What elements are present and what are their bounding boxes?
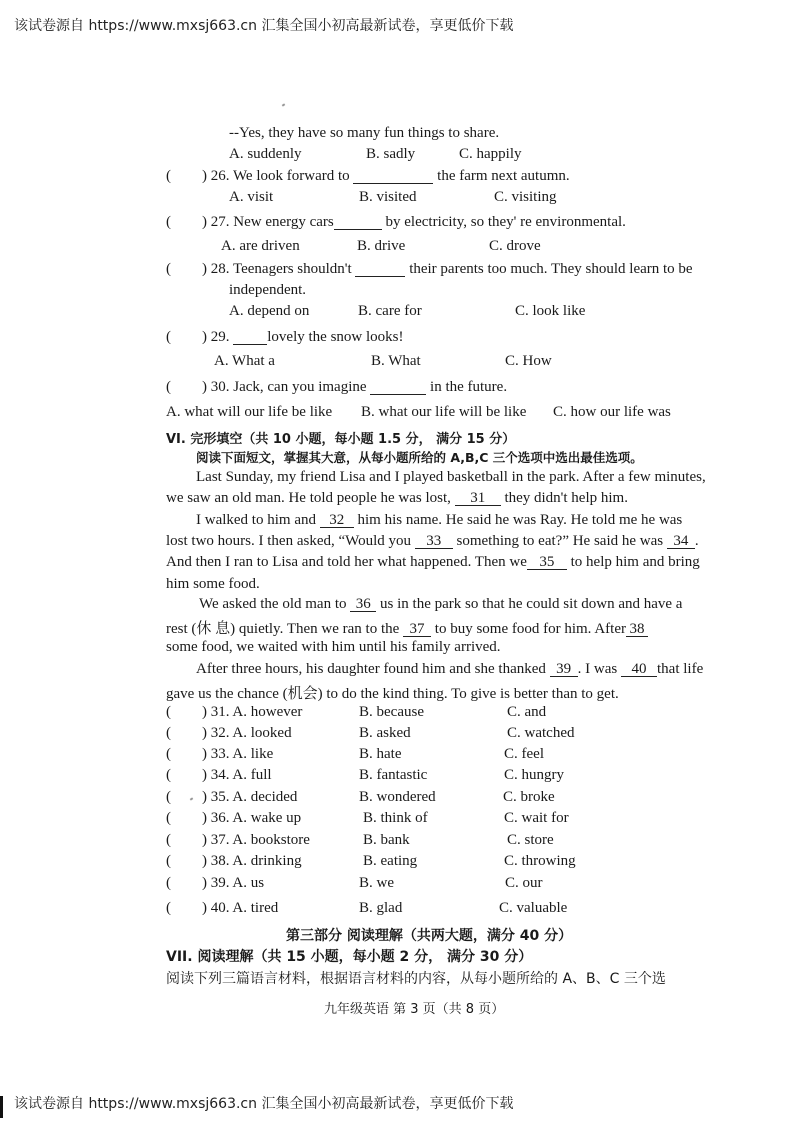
- q30-question: [202, 379, 507, 396]
- passage-text: us in the park so that he could sit down and have a: [380, 596, 683, 612]
- q29-option-b: B. What: [371, 353, 421, 369]
- q26-option-c: C. visiting: [494, 189, 557, 205]
- q27-question: [202, 214, 626, 231]
- cloze-34-paren: (: [166, 767, 171, 783]
- blank-32[interactable]: 32: [320, 513, 354, 528]
- q29-question: [202, 329, 404, 346]
- dialog-line: --Yes, they have so many fun things to share.: [229, 125, 500, 141]
- top-banner: 该试卷源自 https://www.mxsj663.cn 汇集全国小初高最新试卷，享更低价下载: [14, 18, 514, 34]
- q27-option-a: A. are driven: [221, 238, 300, 254]
- cloze-31-option-a: ) 31. A. however: [202, 704, 303, 720]
- q25-option-b: B. sadly: [366, 146, 416, 162]
- cloze-38-option-b: B. eating: [363, 853, 418, 869]
- blank-38[interactable]: 38: [626, 622, 648, 637]
- q30-stem-a: ) 30. Jack, can you imagine: [202, 379, 367, 395]
- cloze-36-paren: (: [166, 810, 171, 826]
- scan-edge-mark: [0, 1096, 3, 1118]
- passage-text: him his name. He said he was Ray. He told me he was: [357, 512, 683, 528]
- cloze-32-option-a: ) 32. A. looked: [202, 725, 292, 741]
- cloze-34-option-a: ) 34. A. full: [202, 767, 272, 783]
- q27-paren: (: [166, 214, 171, 230]
- section-7-instruction: 阅读下列三篇语言材料，根据语言材料的内容，从每小题所给的 A、B、C 三个选: [166, 971, 666, 987]
- cloze-39-paren: (: [166, 875, 171, 891]
- q26-option-b: B. visited: [359, 189, 417, 205]
- q30-paren: (: [166, 379, 171, 395]
- q30-stem-b: in the future.: [430, 379, 508, 395]
- page-footer: 九年级英语 第 3 页（共 8 页）: [324, 1002, 505, 1017]
- passage-text: lost two hours. I then asked, “Would you: [166, 533, 412, 549]
- cloze-40-option-a: ) 40. A. tired: [202, 900, 279, 916]
- passage-line-9: some food, we waited with him until his family arrived.: [166, 639, 501, 655]
- q29-option-a: A. What a: [214, 353, 275, 369]
- cloze-33-option-a: ) 33. A. like: [202, 746, 274, 762]
- blank-31[interactable]: 31: [455, 491, 501, 506]
- q28-answer-blank[interactable]: [355, 262, 405, 277]
- passage-text: I walked to him and: [196, 512, 316, 528]
- passage-text: to buy some food for him. After: [434, 621, 627, 637]
- cloze-38-option-a: ) 38. A. drinking: [202, 853, 302, 869]
- cloze-31-paren: (: [166, 704, 171, 720]
- passage-line-8: [166, 617, 648, 638]
- q30-answer-blank[interactable]: [370, 380, 426, 395]
- passage-line-6: him some food.: [166, 576, 260, 592]
- q26-option-a: A. visit: [229, 189, 274, 205]
- q30-option-c: C. how our life was: [553, 404, 671, 420]
- q29-paren: (: [166, 329, 171, 345]
- cloze-33-paren: (: [166, 746, 171, 762]
- passage-text: we saw an old man. He told people he was lost,: [166, 490, 451, 506]
- cloze-39-option-c: C. our: [505, 875, 543, 891]
- q25-option-c: C. happily: [459, 146, 522, 162]
- period: .: [694, 533, 699, 549]
- cloze-35-paren: (: [166, 789, 171, 805]
- passage-text: they didn't help him.: [504, 490, 628, 506]
- q26-stem-a: ) 26. We look forward to: [202, 168, 350, 184]
- cloze-40-option-b: B. glad: [359, 900, 403, 916]
- q27-stem-a: ) 27. New energy cars: [202, 214, 334, 230]
- cloze-39-option-b: B. we: [359, 875, 394, 891]
- cloze-33-option-c: C. feel: [504, 746, 544, 762]
- q26-stem-b: the farm next autumn.: [437, 168, 570, 184]
- cloze-36-option-b: B. think of: [363, 810, 428, 826]
- passage-line-1: Last Sunday, my friend Lisa and I played basketball in the park. After a few minutes,: [196, 469, 706, 485]
- passage-text: that life: [657, 661, 704, 677]
- passage-text: After three hours, his daughter found him and she thanked: [196, 661, 546, 677]
- cloze-40-option-c: C. valuable: [499, 900, 568, 916]
- cloze-32-option-b: B. asked: [359, 725, 411, 741]
- passage-line-11: gave us the chance (机会) to do the kind thing. To give is better than to get.: [166, 686, 619, 702]
- cloze-37-option-c: C. store: [507, 832, 554, 848]
- passage-line-10: [196, 661, 703, 678]
- cloze-31-option-b: B. because: [359, 704, 424, 720]
- blank-34[interactable]: 34: [667, 534, 695, 549]
- q26-paren: (: [166, 168, 171, 184]
- blank-40[interactable]: 40: [621, 662, 657, 677]
- q29-stem-a: ) 29.: [202, 329, 230, 345]
- passage-text: . I was: [577, 661, 618, 677]
- part-3-title: 第三部分 阅读理解（共两大题，满分 40 分）: [286, 928, 573, 944]
- cloze-40-paren: (: [166, 900, 171, 916]
- blank-37[interactable]: 37: [403, 622, 431, 637]
- passage-line-4: [166, 533, 699, 550]
- q25-option-a: A. suddenly: [229, 146, 302, 162]
- cloze-35-option-a: ) 35. A. decided: [202, 789, 298, 805]
- passage-text: And then I ran to Lisa and told her what happened. Then we: [166, 554, 527, 570]
- q29-option-c: C. How: [505, 353, 552, 369]
- pencil-mark: [190, 797, 194, 800]
- q28-paren: (: [166, 261, 171, 277]
- passage-line-2: [166, 490, 628, 507]
- blank-39[interactable]: 39: [550, 662, 578, 677]
- cloze-31-option-c: C. and: [507, 704, 547, 720]
- q29-stem-b: lovely the snow looks!: [267, 329, 404, 345]
- cloze-38-paren: (: [166, 853, 171, 869]
- q28-stem-continued: independent.: [229, 282, 307, 298]
- q28-stem-a: ) 28. Teenagers shouldn't: [202, 261, 352, 277]
- cloze-39-option-a: ) 39. A. us: [202, 875, 265, 891]
- q28-option-c: C. look like: [515, 303, 586, 319]
- cloze-36-option-c: C. wait for: [504, 810, 569, 826]
- cloze-33-option-b: B. hate: [359, 746, 402, 762]
- q27-option-c: C. drove: [489, 238, 541, 254]
- blank-36[interactable]: 36: [350, 597, 376, 612]
- blank-33[interactable]: 33: [415, 534, 453, 549]
- q26-answer-blank[interactable]: [353, 169, 433, 184]
- cloze-37-paren: (: [166, 832, 171, 848]
- q28-stem-b: their parents too much. They should learn to be: [409, 261, 693, 277]
- cloze-32-paren: (: [166, 725, 171, 741]
- passage-text: something to eat?” He said he was: [456, 533, 664, 549]
- passage-text: We asked the old man to: [199, 596, 347, 612]
- q27-answer-blank[interactable]: [334, 215, 382, 230]
- section-7-title: VII. 阅读理解（共 15 小题，每小题 2 分， 满分 30 分）: [166, 949, 533, 965]
- q28-question: [202, 261, 693, 278]
- cloze-38-option-c: C. throwing: [504, 853, 576, 869]
- q26-question: [202, 168, 570, 185]
- cloze-37-option-a: ) 37. A. bookstore: [202, 832, 310, 848]
- cloze-37-option-b: B. bank: [363, 832, 410, 848]
- passage-text: rest (休 息) quietly. Then we ran to the: [166, 621, 400, 637]
- cloze-35-option-c: C. broke: [503, 789, 555, 805]
- q27-stem-b: by electricity, so they' re environmental.: [385, 214, 626, 230]
- cloze-35-option-b: B. wondered: [359, 789, 436, 805]
- section-6-instruction: 阅读下面短文，掌握其大意，从每小题所给的 A,B,C 三个选项中选出最佳选项。: [196, 450, 643, 465]
- bottom-banner: 该试卷源自 https://www.mxsj663.cn 汇集全国小初高最新试卷，享更低价下载: [14, 1096, 514, 1112]
- scan-speck: [282, 103, 286, 106]
- cloze-32-option-c: C. watched: [507, 725, 575, 741]
- cloze-34-option-c: C. hungry: [504, 767, 564, 783]
- q27-option-b: B. drive: [357, 238, 406, 254]
- passage-text: to help him and bring: [570, 554, 700, 570]
- blank-35[interactable]: 35: [527, 555, 567, 570]
- q30-option-b: B. what our life will be like: [361, 404, 527, 420]
- q28-option-b: B. care for: [358, 303, 422, 319]
- q29-answer-blank[interactable]: [233, 330, 267, 345]
- passage-line-5: [166, 554, 700, 571]
- cloze-34-option-b: B. fantastic: [359, 767, 428, 783]
- passage-line-7: [199, 596, 682, 613]
- section-6-title: VI. 完形填空（共 10 小题，每小题 1.5 分， 满分 15 分）: [166, 432, 516, 447]
- passage-line-3: [196, 512, 682, 529]
- q30-option-a: A. what will our life be like: [166, 404, 333, 420]
- cloze-36-option-a: ) 36. A. wake up: [202, 810, 302, 826]
- q28-option-a: A. depend on: [229, 303, 310, 319]
